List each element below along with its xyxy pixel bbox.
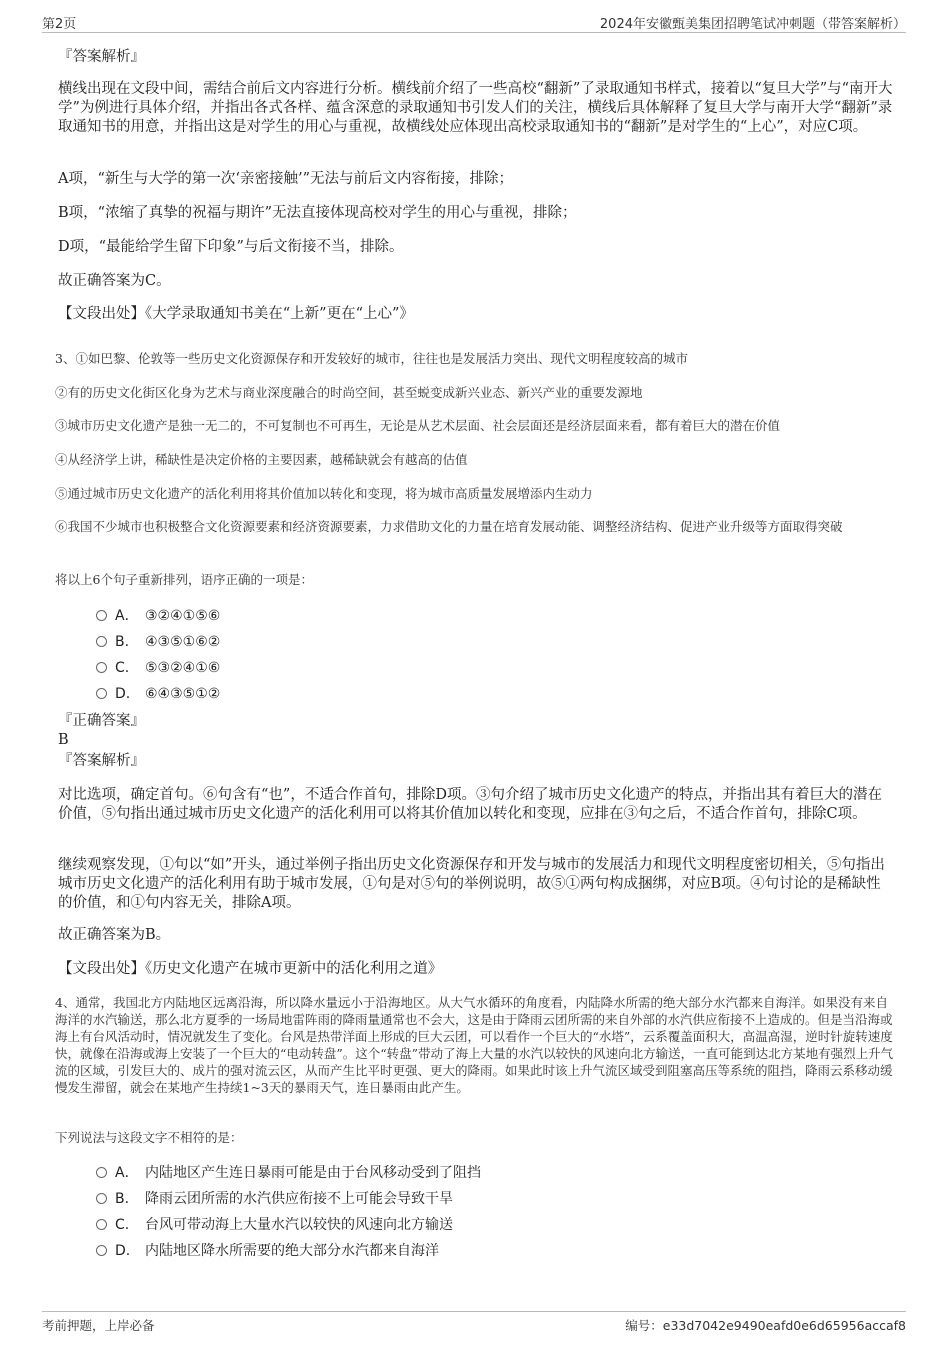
radio-icon[interactable] (96, 610, 107, 621)
document-code (625, 1316, 906, 1334)
q3-sentence-6: ⑥我国不少城市也积极整合文化资源要素和经济资源要素，力求借助文化的力量在培育发展动能、调整经济结构、促进产业升级等方面取得突破 (55, 519, 843, 534)
q3-sentence-2: ②有的历史文化街区化身为艺术与商业深度融合的时尚空间，甚至蜕变成新兴业态、新兴产业的重要发源地 (55, 385, 643, 400)
q4-option-b[interactable]: B. 降雨云团所需的水汽供应衔接不上可能会导致干旱 (96, 1190, 453, 1208)
radio-icon[interactable] (96, 688, 107, 699)
footer-slogan: 考前押题，上岸必备 (42, 1318, 155, 1333)
q3-answer-label: 『正确答案』 (58, 713, 145, 729)
code-label: 编号： (625, 1318, 663, 1333)
q3-option-d[interactable]: D. ⑥④③⑤①② (96, 685, 220, 703)
q2-analysis-option-b: B项，“浓缩了真挚的祝福与期许”无法直接体现高校对学生的用心与重视，排除； (58, 205, 577, 221)
q4-passage: 4、通常，我国北方内陆地区远离沿海，所以降水量远小于沿海地区。从大气水循环的角度看，内陆降水所需的绝大部分水汽都来自海洋。如果没有来自海洋的水汽输送，那么北方夏季的一场局地雷阵雨的降雨量通常也不会大，这是由于降雨云团所需的来自外部的水汽供应衔接不上造成的。但是当沿海或海上有台风活动时，情况就发生了变化。台风是热带洋面上形成的巨大云团，可以看作一个巨大的“水塔”，云系覆盖面积大，高温高湿，逆时针旋转速度快，就像在沿海或海上安装了一个巨大的“电动转盘”。这个“转盘”带动了海上大量的水汽以较快的风速向北方输送，一直可能到达北方某地有强烈上升气流的区域，引发巨大的、成片的强对流云区，从而产生比平时更强、更大的降雨。如果此时该上升气流区域受到阻塞高压等系统的阻挡，降雨云系移动缓慢发生滞留，就会在某地产生持续1~3天的暴雨天气，连日暴雨由此产生。 (55, 995, 894, 1095)
q4-prompt: 下列说法与这段文字不相符的是： (55, 1130, 243, 1145)
radio-icon[interactable] (96, 1219, 107, 1230)
q4-option-a[interactable]: A． 内陆地区产生连日暴雨可能是由于台风移动受到了阻挡 (96, 1164, 481, 1182)
q3-analysis-paragraph-1: 对比选项，确定首句。⑥句含有“也”，不适合作首句，排除D项。③句介绍了城市历史文化遗产的特点，并指出其有着巨大的潜在价值，⑤句指出通过城市历史文化遗产的活化利用可以将其价值加以转化和变现，应排在③句之后，不适合作首句，排除C项。 (58, 787, 882, 822)
q3-analysis-paragraph-2: 继续观察发现，①句以“如”开头，通过举例子指出历史文化资源保存和开发与城市的发展活力和现代文明程度密切相关，⑤句指出城市历史文化遗产的活化利用有助于城市发展，①句是对⑤句的举例说明，故⑤①两句构成捆绑，对应B项。④句讨论的是稀缺性的价值，和①句内容无关，排除A项。 (58, 857, 885, 911)
q2-conclusion: 故正确答案为C。 (58, 273, 171, 289)
q2-analysis-option-a: A项，“新生与大学的第一次‘亲密接触’”无法与前后文内容衔接，排除； (58, 171, 514, 187)
q3-option-c[interactable]: C. ⑤③②④①⑥ (96, 659, 220, 677)
q2-source: 【文段出处】《大学录取通知书美在“上新”更在“上心”》 (58, 306, 414, 322)
radio-icon[interactable] (96, 1245, 107, 1256)
radio-icon[interactable] (96, 636, 107, 647)
q3-sentence-1: 3、①如巴黎、伦敦等一些历史文化资源保存和开发较好的城市，往往也是发展活力突出、现代文明程度较高的城市 (55, 351, 688, 366)
page-number: 第2页 (42, 17, 77, 32)
page-footer (42, 1311, 906, 1338)
q3-sentence-4: ④从经济学上讲，稀缺性是决定价格的主要因素，越稀缺就会有越高的估值 (55, 452, 468, 467)
radio-icon[interactable] (96, 1193, 107, 1204)
q3-prompt: 将以上6个句子重新排列，语序正确的一项是： (55, 572, 313, 587)
radio-icon[interactable] (96, 1167, 107, 1178)
q3-conclusion: 故正确答案为B。 (58, 927, 171, 943)
q3-option-b[interactable]: B. ④③⑤①⑥② (96, 633, 220, 651)
q3-answer: B (58, 732, 69, 748)
q3-sentence-3: ③城市历史文化遗产是独一无二的，不可复制也不可再生，无论是从艺术层面、社会层面还是经济层面来看，都有着巨大的潜在价值 (55, 418, 781, 433)
q3-source: 【文段出处】《历史文化遗产在城市更新中的活化利用之道》 (58, 961, 443, 977)
q4-option-c[interactable]: C. 台风可带动海上大量水汽以较快的风速向北方输送 (96, 1216, 453, 1234)
q2-analysis-option-d: D项，“最能给学生留下印象”与后文衔接不当，排除。 (58, 239, 404, 255)
q3-option-a[interactable]: A． ③②④①⑤⑥ (96, 607, 220, 625)
q3-analysis-label: 『答案解析』 (58, 753, 145, 769)
page-header (42, 10, 906, 33)
q3-sentence-5: ⑤通过城市历史文化遗产的活化利用将其价值加以转化和变现，将为城市高质量发展增添内生动力 (55, 486, 593, 501)
q2-analysis-paragraph: 横线出现在文段中间，需结合前后文内容进行分析。横线前介绍了一些高校“翻新”了录取通知书样式，接着以“复旦大学”与“南开大学”为例进行具体介绍，并指出各式各样、蕴含深意的录取通知书引发人们的关注，横线后具体解释了复旦大学与南开大学“翻新”录取通知书的用意，并指出这是对学生的用心与重视，故横线处应体现出高校录取通知书的“翻新”是对学生的“上心”，对应C项。 (58, 81, 893, 135)
q4-option-d[interactable]: D. 内陆地区降水所需要的绝大部分水汽都来自海洋 (96, 1242, 439, 1260)
code-value: e33d7042e9490eafd0e6d65956accaf8 (662, 1318, 906, 1333)
document-title: 2024年安徽甄美集团招聘笔试冲刺题（带答案解析） (599, 17, 906, 32)
q2-analysis-label: 『答案解析』 (58, 49, 145, 65)
radio-icon[interactable] (96, 662, 107, 673)
